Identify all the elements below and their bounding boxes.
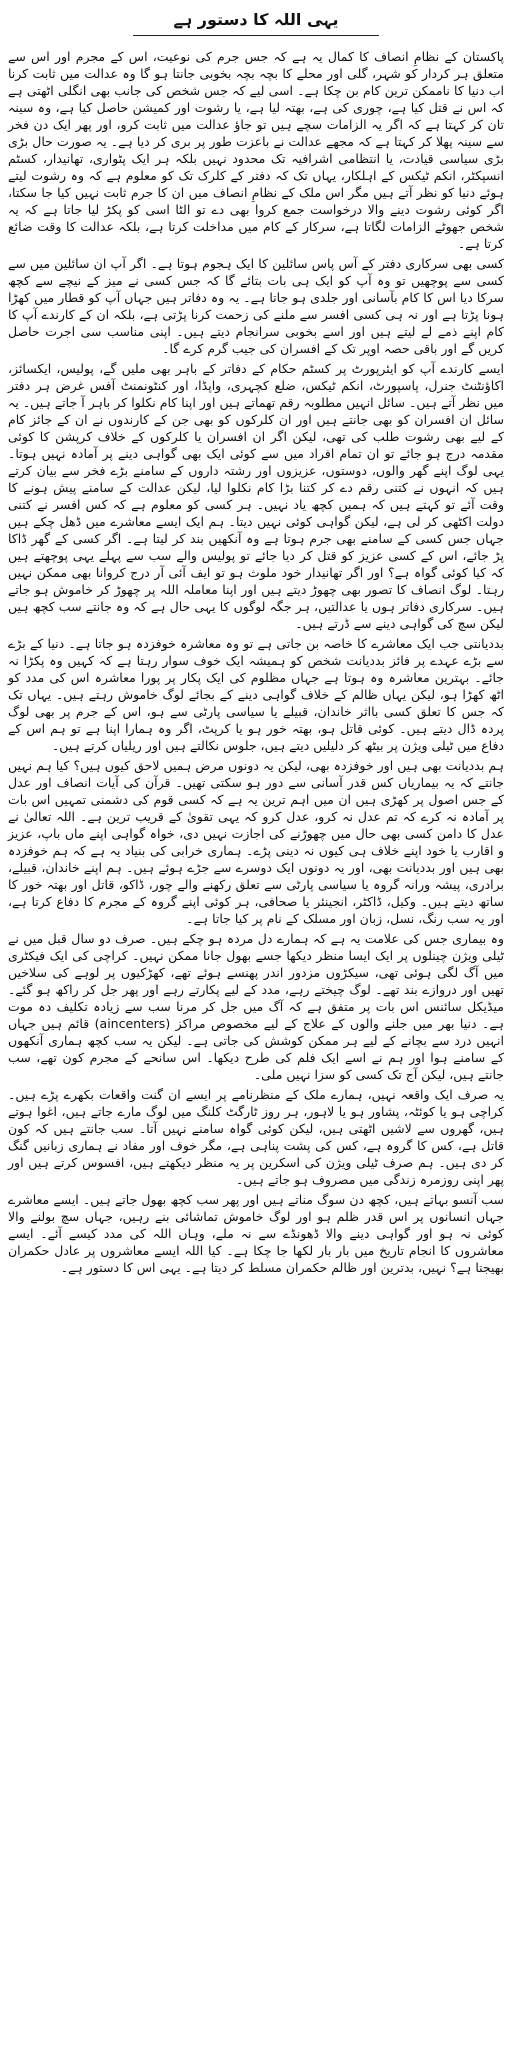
article-paragraph: پاکستان کے نظامِ انصاف کا کمال یہ ہے کہ جس جرم کی نوعیت، اس کے مجرم اور اس سے متعلق ہر کردار کو شہر، گلی اور محلے کا بچہ بچہ بخوبی جانتا ہو گا وہ عدالت میں ثابت کرنا اب دنیا کا ناممکن ترین کام بن چکا ہے۔ اسی لیے کہ جس شخص کی جانب بھی انگلی اٹھتی ہے کہ اس نے قتل کیا ہے، چوری کی ہے، بھتہ لیا ہے، یا رشوت اور کمیشن حاصل کیا ہے، وہ سینہ تان کر کہتا ہے کہ اگر یہ الزامات سچے ہیں تو جاؤ عدالت میں ثابت کرو، اور پھر ایک دن فخر سے سینہ پھلا کر کہتا ہے کہ مجھے عدالت نے باعزت طور پر بری کر دیا ہے۔ یہ صورت حال بڑی بڑی سیاسی قیادت، یا انتظامی اشرافیہ تک محدود نہیں بلکہ ہر ایک پٹواری، تھانیدار، کسٹم انسپکٹر، انکم ٹیکس کے اہلکار، یہاں تک کہ دفتر کے کلرک تک کو معلوم ہے کہ وہ رشوت لیتے ہوئے دنیا کو نظر آتے ہیں مگر اس ملک کے نظامِ انصاف میں ان کا جرم ثابت نہیں کیا جا سکتا، اگر کوئی رشوت دینے والا درخواست جمع کروا بھی دے تو الٹا اسی کو پکڑ لیا جاتا ہے کہ یہ شخص جھوٹے الزامات لگاتا ہے، سرکار کے کام میں مداخلت کرتا ہے، بلکہ عدالت کا وقت ضائع کرتا ہے۔: [8, 49, 504, 251]
title-block: [8, 8, 504, 36]
article-body: [8, 48, 504, 1276]
article-paragraph: بددیانتی جب ایک معاشرے کا خاصہ بن جاتی ہے تو وہ معاشرہ خوفزدہ ہو جاتا ہے۔ دنیا کے بڑے سے بڑے عہدے پر فائز بددیانت شخص کو ہمیشہ ایک خوف سوار رہتا ہے کہ کہیں وہ پکڑا نہ جائے۔ بہترین معاشرہ وہ ہوتا ہے جہاں مظلوم کی ایک پکار پر پورا معاشرہ اس کی مدد کو اٹھ کھڑا ہو، لیکن یہاں ظالم کے خلاف گواہی دینے کے بجائے لوگ خاموش رہتے ہیں۔ یہاں تک کہ جس کا تعلق کسی بااثر خاندان، قبیلے یا سیاسی پارٹی سے ہو، اس کے جرم پر بھی لوگ پردہ ڈال دیتے ہیں۔ کوئی قاتل ہو، بھتہ خور ہو یا کرپٹ، اگر وہ ہمارا اپنا ہے تو ہم اس کے دفاع میں ٹیلی ویژن پر بیٹھ کر دلیلیں دیتے ہیں، جلوس نکالتے ہیں اور ریلیاں کرتے ہیں۔: [8, 636, 504, 753]
article-paragraph: وہ بیماری جس کی علامت یہ ہے کہ ہمارے دل مردہ ہو چکے ہیں۔ صرف دو سال قبل میں نے ٹیلی ویژن چینلوں پر ایک ایسا منظر دیکھا جسے بھول جانا ممکن نہیں۔ کراچی کی ایک فیکٹری میں آگ لگی ہوئی تھی، سیکڑوں مزدور اندر پھنسے ہوئے تھے، کھڑکیوں پر لوہے کی سلاخیں تھیں اور دروازے بند تھے۔ لوگ چیختے رہے، مدد کے لیے پکارتے رہے اور پھر جل کر راکھ ہو گئے۔ میڈیکل سائنس اس بات پر متفق ہے کہ آگ میں جل کر مرنا سب سے زیادہ تکلیف دہ موت ہے۔ دنیا بھر میں جلنے والوں کے علاج کے لیے مخصوص مراکز (aincenters) قائم ہیں جہاں انہیں درد سے بچانے کے لیے ہر ممکن کوشش کی جاتی ہے۔ لیکن یہ سب کچھ ہماری آنکھوں کے سامنے ہوا اور ہم نے اسے ایک فلم کی طرح دیکھا۔ اس سانحے کے مجرم کون تھے، سب جانتے ہیں، لیکن آج تک کسی کو سزا نہیں ملی۔: [8, 931, 504, 1082]
article-paragraph: ہم بددیانت بھی ہیں اور خوفزدہ بھی، لیکن یہ دونوں مرض ہمیں لاحق کیوں ہیں؟ کیا ہم نہیں جانتے کہ یہ بیماریاں کس قدر آسانی سے دور ہو سکتی تھیں۔ قرآن کی آیات انصاف اور عدل کے جس اصول پر کھڑی ہیں ان میں اہم ترین یہ ہے کہ کسی قوم کی دشمنی تمہیں اس بات پر آمادہ نہ کرے کہ تم عدل نہ کرو، عدل کرو کہ یہی تقویٰ کے قریب ترین ہے۔ اللہ تعالیٰ نے عدل کا دامن کسی بھی حال میں چھوڑنے کی اجازت نہیں دی، خواہ گواہی اپنے ماں باپ، عزیز و اقارب یا خود اپنے خلاف ہی کیوں نہ دینی پڑے۔ ہماری خرابی کی بنیاد یہ ہے کہ ہم خوفزدہ بھی ہیں اور بددیانت بھی، اور یہ دونوں ایک دوسرے سے جڑے ہوئے ہیں۔ ہم اپنے خاندان، قبیلے، برادری، پیشہ ورانہ گروہ یا سیاسی پارٹی سے تعلق رکھنے والے چور، ڈاکو، قاتل اور بھتہ خور کا ساتھ دیتے ہیں۔ وکیل، ڈاکٹر، انجینئر یا صحافی، ہر کوئی اپنے گروہ کے مجرم کا دفاع کرتا ہے، اور یہ سب رنگ، نسل، زبان اور مسلک کے نام پر کیا جاتا ہے۔: [8, 758, 504, 926]
article-title: یہی اللہ کا دستور ہے: [133, 8, 378, 36]
article-paragraph: یہ صرف ایک واقعہ نہیں، ہمارے ملک کے منظرنامے پر ایسے ان گنت واقعات بکھرے پڑے ہیں۔ کراچی ہو یا کوئٹہ، پشاور ہو یا لاہور، ہر روز ٹارگٹ کلنگ میں لوگ مارے جاتے ہیں، اغوا ہوتے ہیں، گھروں سے لاشیں اٹھتی ہیں، لیکن کوئی گواہ سامنے نہیں آتا۔ سب جانتے ہیں کہ کون قاتل ہے، کس کا گروہ ہے، کس کی پشت پناہی ہے، مگر خوف اور مفاد نے ہماری زبانیں گنگ کر دی ہیں۔ ہم صرف ٹیلی ویژن کی اسکرین پر یہ منظر دیکھتے ہیں، افسوس کرتے ہیں اور پھر اپنی روزمرہ زندگی میں مصروف ہو جاتے ہیں۔: [8, 1087, 504, 1187]
article-paragraph: ایسے کارندے آپ کو ایئرپورٹ پر کسٹم حکام کے دفاتر کے باہر بھی ملیں گے، پولیس، ایکسائز، اکاؤنٹنٹ جنرل، پاسپورٹ، انکم ٹیکس، ضلع کچہری، واپڈا، اور کنٹونمنٹ آفس غرض ہر دفتر میں نظر آتے ہیں۔ سائل انہیں مطلوبہ رقم تھماتے ہیں اور اپنا کام نکلوا کر باہر آ جاتے ہیں۔ یہ سائل ان افسران کو بھی جانتے ہیں اور ان کلرکوں کو بھی جن کے کارندوں نے ان کے جائز کام کے لیے بھی رشوت طلب کی تھی، لیکن اگر ان افسران یا کلرکوں کے خلاف کرپشن کا کوئی مقدمہ درج ہو جائے تو ان تمام افراد میں سے کوئی ایک بھی گواہی دینے پر آمادہ نہیں ہوتا۔ یہی لوگ اپنے گھر والوں، دوستوں، عزیزوں اور رشتہ داروں کے سامنے بڑے فخر سے بیان کرتے ہیں کہ انہوں نے کتنی رقم دے کر کتنا بڑا کام نکلوا لیا، لیکن عدالت کے سامنے پیش ہونے کا وقت آئے تو کہتے ہیں کہ ہمیں کچھ یاد نہیں۔ ہر کسی کو معلوم ہے کہ کس افسر نے کتنی دولت اکٹھی کر لی ہے، لیکن گواہی کوئی نہیں دیتا۔ ہم ایک ایسے معاشرے میں ڈھل چکے ہیں جہاں جس کسی کے سامنے بھی جرم ہوتا ہے وہ آنکھیں بند کر لیتا ہے۔ اگر کسی کے گھر ڈاکا پڑ جائے، اس کے کسی عزیز کو قتل کر دیا جائے تو پولیس والے سب سے پہلے یہی پوچھتے ہیں کہ کیا کوئی گواہ ہے؟ اور اگر تھانیدار خود ملوث ہو تو ایف آئی آر درج کروانا بھی ممکن نہیں رہتا۔ لوگ انصاف کا تصور بھی چھوڑ دیتے ہیں اور اپنا معاملہ اللہ پر چھوڑ کر خاموش ہو جاتے ہیں۔ سرکاری دفاتر ہوں یا عدالتیں، ہر جگہ لوگوں کا یہی حال ہے کہ وہ جانتے سب کچھ ہیں لیکن سچ کی گواہی دینے سے ڈرتے ہیں۔: [8, 361, 504, 631]
article-paragraph: سب آنسو بہاتے ہیں، کچھ دن سوگ مناتے ہیں اور پھر سب کچھ بھول جاتے ہیں۔ ایسے معاشرے جہاں انسانوں پر اس قدر ظلم ہو اور لوگ خاموش تماشائی بنے رہیں، جہاں سچ بولنے والا کوئی نہ ہو اور گواہی دینے والا ڈھونڈے سے نہ ملے، وہاں اللہ کی مدد کیسے آئے۔ ایسے معاشروں کا انجام تاریخ میں بار بار لکھا جا چکا ہے۔ کیا اللہ ایسے معاشروں پر عادل حکمران بھیجتا ہے؟ نہیں، بدترین اور ظالم حکمران مسلط کر دیتا ہے۔ یہی اس کا دستور ہے۔: [8, 1192, 504, 1275]
article-paragraph: کسی بھی سرکاری دفتر کے آس پاس سائلین کا ایک ہجوم ہوتا ہے۔ اگر آپ ان سائلین میں سے کسی سے پوچھیں تو وہ آپ کو ایک ہی بات بتائے گا کہ جس کسی نے میز کے نیچے سے کچھ سرکا دیا اس کا کام بآسانی اور جلدی ہو جاتا ہے۔ یہ وہ دفاتر ہیں جہاں آپ کو قطار میں کھڑا ہونا پڑتا ہے اور نہ ہی کسی افسر سے ملنے کی زحمت کرنا پڑتی ہے، بلکہ ان کے کارندے آپ کا کام اپنے ذمے لے لیتے ہیں اور اسے بخوبی سرانجام دیتے ہیں۔ اپنی مناسب سی اجرت حاصل کریں گے اور باقی حصہ اوپر تک کے افسران کی جیب گرم کرے گا۔: [8, 256, 504, 356]
